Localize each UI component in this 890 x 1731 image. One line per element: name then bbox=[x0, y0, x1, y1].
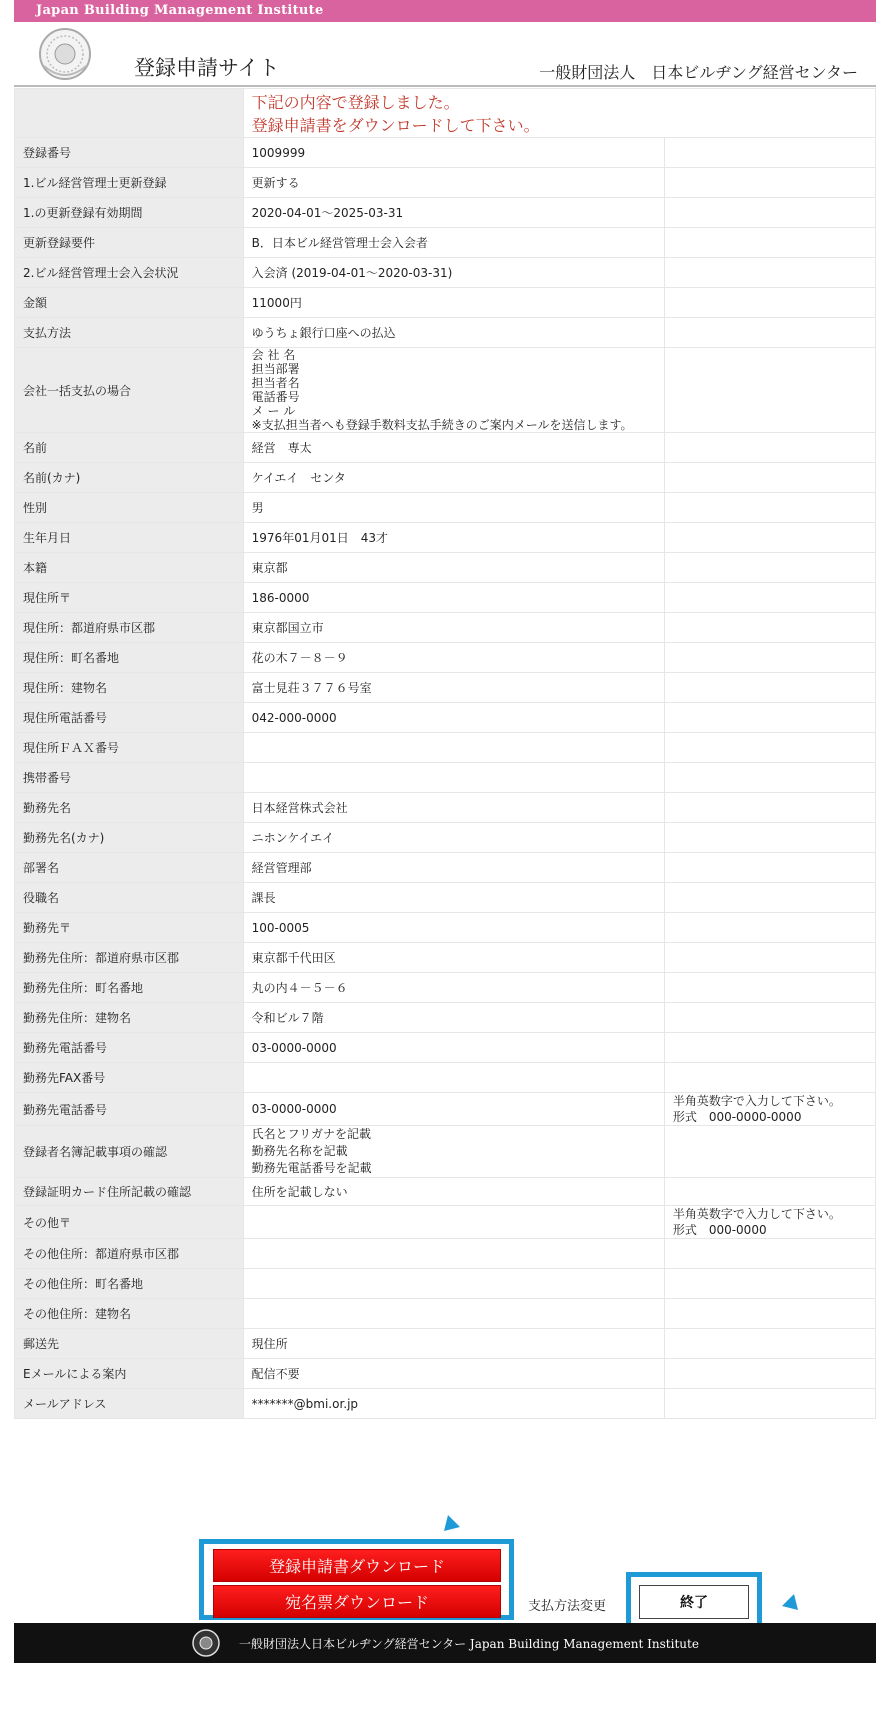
field-value: *******@bmi.or.jp bbox=[243, 1389, 664, 1419]
field-label: 携帯番号 bbox=[15, 763, 244, 793]
field-label: 勤務先電話番号 bbox=[15, 1033, 244, 1063]
field-value: 入会済 (2019-04-01～2020-03-31) bbox=[243, 258, 664, 288]
field-note bbox=[664, 1389, 875, 1419]
field-value: 更新する bbox=[243, 168, 664, 198]
company-payment-row bbox=[15, 348, 876, 433]
field-value: 東京都 bbox=[243, 553, 664, 583]
field-note bbox=[664, 1299, 875, 1329]
field-note bbox=[664, 288, 875, 318]
site-footer bbox=[14, 1623, 876, 1663]
field-label: 勤務先名 bbox=[15, 793, 244, 823]
table-row bbox=[15, 1269, 876, 1299]
note-line: 半角英数字で入力して下さい。 bbox=[672, 1207, 841, 1221]
field-note bbox=[664, 348, 875, 433]
field-note bbox=[664, 138, 875, 168]
table-row bbox=[15, 463, 876, 493]
field-label: 更新登録要件 bbox=[15, 228, 244, 258]
field-note bbox=[664, 1063, 875, 1093]
field-label: その他住所：都道府県市区郡 bbox=[15, 1239, 244, 1269]
field-label: 金額 bbox=[15, 288, 244, 318]
table-row bbox=[15, 853, 876, 883]
confirm-line: 勤務先電話番号を記載 bbox=[251, 1161, 372, 1175]
field-label: 登録番号 bbox=[15, 138, 244, 168]
field-value: 042-000-0000 bbox=[243, 703, 664, 733]
field-note bbox=[664, 1359, 875, 1389]
table-row bbox=[15, 793, 876, 823]
field-value: 経営 専太 bbox=[243, 433, 664, 463]
table-row bbox=[15, 913, 876, 943]
table-row bbox=[15, 823, 876, 853]
field-label: 勤務先〒 bbox=[15, 913, 244, 943]
field-value: 花の木７－８－９ bbox=[243, 643, 664, 673]
field-note bbox=[664, 1093, 875, 1126]
field-label: 勤務先住所：建物名 bbox=[15, 1003, 244, 1033]
table-row bbox=[15, 583, 876, 613]
field-value bbox=[243, 1269, 664, 1299]
field-value bbox=[243, 733, 664, 763]
field-note bbox=[664, 1239, 875, 1269]
field-note bbox=[664, 853, 875, 883]
table-row bbox=[15, 943, 876, 973]
table-row bbox=[15, 1003, 876, 1033]
download-address-button[interactable]: 宛名票ダウンロード bbox=[213, 1585, 501, 1618]
download-buttons-highlight bbox=[199, 1539, 514, 1620]
org-name: 一般財団法人 日本ビルヂング経営センター bbox=[539, 63, 858, 82]
field-label: その他〒 bbox=[15, 1206, 244, 1239]
field-label: 勤務先名(カナ) bbox=[15, 823, 244, 853]
field-note bbox=[664, 1329, 875, 1359]
field-value: 配信不要 bbox=[243, 1359, 664, 1389]
table-row bbox=[15, 138, 876, 168]
field-label: 名前 bbox=[15, 433, 244, 463]
table-row bbox=[15, 258, 876, 288]
field-value bbox=[243, 763, 664, 793]
field-label: 現住所ＦＡＸ番号 bbox=[15, 733, 244, 763]
field-label: 現住所〒 bbox=[15, 583, 244, 613]
table-row bbox=[15, 973, 876, 1003]
pointer-arrow-icon bbox=[440, 1501, 474, 1535]
table-row bbox=[15, 1299, 876, 1329]
field-note bbox=[664, 1003, 875, 1033]
field-note bbox=[664, 228, 875, 258]
field-label: 登録証明カード住所記載の確認 bbox=[15, 1178, 244, 1206]
card-confirm-row bbox=[15, 1178, 876, 1206]
field-note bbox=[664, 703, 875, 733]
field-value: 課長 bbox=[243, 883, 664, 913]
field-note bbox=[664, 1033, 875, 1063]
field-label: その他住所：建物名 bbox=[15, 1299, 244, 1329]
field-label: 現住所電話番号 bbox=[15, 703, 244, 733]
field-note bbox=[664, 583, 875, 613]
table-row bbox=[15, 1389, 876, 1419]
english-org-name: Japan Building Management Institute bbox=[36, 3, 324, 18]
field-note bbox=[664, 553, 875, 583]
field-note bbox=[664, 258, 875, 288]
field-label: 本籍 bbox=[15, 553, 244, 583]
field-note bbox=[664, 463, 875, 493]
field-note bbox=[664, 943, 875, 973]
company-field-line: 会 社 名 bbox=[251, 348, 296, 362]
field-note bbox=[664, 523, 875, 553]
finish-button[interactable]: 終了 bbox=[639, 1585, 749, 1619]
field-note bbox=[664, 763, 875, 793]
field-label: 郵送先 bbox=[15, 1329, 244, 1359]
table-row bbox=[15, 1239, 876, 1269]
field-label: 勤務先電話番号 bbox=[15, 1093, 244, 1126]
site-title: 登録申請サイト bbox=[134, 56, 280, 80]
registration-summary-table bbox=[14, 88, 876, 1419]
field-value bbox=[243, 1126, 664, 1178]
table-row bbox=[15, 883, 876, 913]
table-row bbox=[15, 1329, 876, 1359]
field-value: 1009999 bbox=[243, 138, 664, 168]
note-line: 半角英数字で入力して下さい。 bbox=[672, 1094, 841, 1108]
field-value bbox=[243, 1299, 664, 1329]
field-value: 03-0000-0000 bbox=[243, 1033, 664, 1063]
field-note bbox=[664, 318, 875, 348]
top-brand-bar bbox=[14, 0, 876, 22]
field-value: 186-0000 bbox=[243, 583, 664, 613]
institute-emblem-icon bbox=[34, 26, 96, 82]
table-row bbox=[15, 1063, 876, 1093]
table-row bbox=[15, 1359, 876, 1389]
field-value: 男 bbox=[243, 493, 664, 523]
table-row bbox=[15, 523, 876, 553]
field-value: 1976年01月01日 43才 bbox=[243, 523, 664, 553]
table-row bbox=[15, 168, 876, 198]
field-value: B．日本ビル経営管理士会入会者 bbox=[243, 228, 664, 258]
field-value bbox=[243, 1063, 664, 1093]
field-value: 東京都千代田区 bbox=[243, 943, 664, 973]
field-label: 現住所：都道府県市区郡 bbox=[15, 613, 244, 643]
field-note bbox=[664, 433, 875, 463]
field-label: 1.ビル経営管理士更新登録 bbox=[15, 168, 244, 198]
field-value: 令和ビル７階 bbox=[243, 1003, 664, 1033]
field-value: ニホンケイエイ bbox=[243, 823, 664, 853]
field-note bbox=[664, 1126, 875, 1178]
company-notice: ※支払担当者へも登録手数料支払手続きのご案内メールを送信します。 bbox=[251, 418, 633, 432]
change-payment-button[interactable]: 支払方法変更 bbox=[515, 1588, 619, 1620]
other-zip-row bbox=[15, 1206, 876, 1239]
table-row bbox=[15, 673, 876, 703]
note-line: 形式 000-0000 bbox=[672, 1223, 767, 1237]
field-label: 現住所：建物名 bbox=[15, 673, 244, 703]
field-label: 登録者名簿記載事項の確認 bbox=[15, 1126, 244, 1178]
institute-emblem-icon bbox=[191, 1628, 221, 1658]
field-value: 11000円 bbox=[243, 288, 664, 318]
field-note bbox=[664, 493, 875, 523]
field-label: その他住所：町名番地 bbox=[15, 1269, 244, 1299]
field-value: 日本経営株式会社 bbox=[243, 793, 664, 823]
table-row bbox=[15, 288, 876, 318]
field-value: 東京都国立市 bbox=[243, 613, 664, 643]
field-note bbox=[664, 883, 875, 913]
field-label: メールアドレス bbox=[15, 1389, 244, 1419]
company-field-line: 電話番号 bbox=[251, 390, 300, 404]
message-row bbox=[15, 89, 876, 138]
site-header bbox=[14, 22, 876, 86]
table-row bbox=[15, 733, 876, 763]
completion-message: 下記の内容で登録しました。 登録申請書をダウンロードして下さい。 bbox=[251, 93, 540, 135]
field-label: 勤務先FAX番号 bbox=[15, 1063, 244, 1093]
field-label: 会社一括支払の場合 bbox=[15, 348, 244, 433]
field-note bbox=[664, 168, 875, 198]
field-note bbox=[664, 913, 875, 943]
work-phone-row bbox=[15, 1093, 876, 1126]
field-note bbox=[664, 613, 875, 643]
field-value: 丸の内４－５－６ bbox=[243, 973, 664, 1003]
field-note bbox=[664, 673, 875, 703]
field-value: ケイエイ センタ bbox=[243, 463, 664, 493]
field-note bbox=[664, 793, 875, 823]
field-note bbox=[664, 1178, 875, 1206]
table-row bbox=[15, 318, 876, 348]
field-value: 03-0000-0000 bbox=[243, 1093, 664, 1126]
field-value: 経営管理部 bbox=[243, 853, 664, 883]
table-row bbox=[15, 493, 876, 523]
field-label: 2.ビル経営管理士会入会状況 bbox=[15, 258, 244, 288]
field-label: 生年月日 bbox=[15, 523, 244, 553]
company-field-line: 担当者名 bbox=[251, 376, 300, 390]
field-label: 勤務先住所：町名番地 bbox=[15, 973, 244, 1003]
field-note bbox=[664, 973, 875, 1003]
note-line: 形式 000-0000-0000 bbox=[672, 1110, 802, 1124]
field-note bbox=[664, 643, 875, 673]
header-divider bbox=[14, 85, 876, 87]
field-value bbox=[243, 1206, 664, 1239]
field-label: 部署名 bbox=[15, 853, 244, 883]
field-label: 名前(カナ) bbox=[15, 463, 244, 493]
field-value: 現住所 bbox=[243, 1329, 664, 1359]
table-row bbox=[15, 553, 876, 583]
field-value: 2020-04-01～2025-03-31 bbox=[243, 198, 664, 228]
field-note bbox=[664, 733, 875, 763]
field-label: 役職名 bbox=[15, 883, 244, 913]
table-row bbox=[15, 643, 876, 673]
field-value bbox=[243, 348, 664, 433]
field-note bbox=[664, 1206, 875, 1239]
confirm-line: 勤務先名称を記載 bbox=[251, 1144, 348, 1158]
table-row bbox=[15, 228, 876, 258]
footer-text: 一般財団法人日本ビルヂング経営センター Japan Building Management Institute bbox=[239, 1636, 699, 1651]
table-row bbox=[15, 1033, 876, 1063]
pointer-arrow-icon bbox=[768, 1580, 802, 1614]
field-label: 支払方法 bbox=[15, 318, 244, 348]
table-row bbox=[15, 198, 876, 228]
field-label: 1.の更新登録有効期間 bbox=[15, 198, 244, 228]
field-value: ゆうちょ銀行口座への払込 bbox=[243, 318, 664, 348]
field-label: Eメールによる案内 bbox=[15, 1359, 244, 1389]
field-label: 勤務先住所：都道府県市区郡 bbox=[15, 943, 244, 973]
table-row bbox=[15, 613, 876, 643]
download-application-button[interactable]: 登録申請書ダウンロード bbox=[213, 1549, 501, 1582]
company-field-line: 担当部署 bbox=[251, 362, 300, 376]
field-value: 100-0005 bbox=[243, 913, 664, 943]
company-field-line: メ ー ル bbox=[251, 404, 296, 418]
field-value: 富士見荘３７７６号室 bbox=[243, 673, 664, 703]
field-note bbox=[664, 198, 875, 228]
field-note bbox=[664, 1269, 875, 1299]
table-row bbox=[15, 703, 876, 733]
confirm-line: 氏名とフリガナを記載 bbox=[251, 1127, 372, 1141]
field-label: 性別 bbox=[15, 493, 244, 523]
table-row bbox=[15, 763, 876, 793]
field-note bbox=[664, 823, 875, 853]
table-row bbox=[15, 433, 876, 463]
field-label: 現住所：町名番地 bbox=[15, 643, 244, 673]
field-value: 住所を記載しない bbox=[243, 1178, 664, 1206]
registry-confirm-row bbox=[15, 1126, 876, 1178]
field-value bbox=[243, 1239, 664, 1269]
